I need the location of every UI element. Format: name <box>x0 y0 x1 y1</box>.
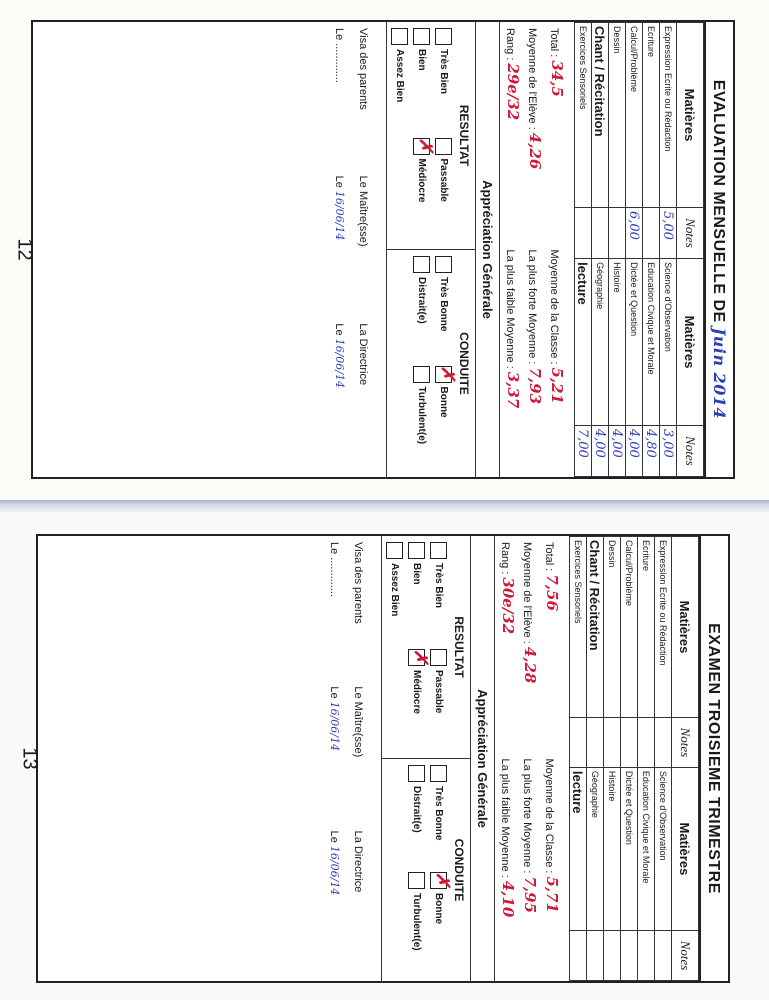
subject-cell: lecture <box>570 767 587 930</box>
table-row <box>643 23 660 477</box>
grade-cell <box>604 931 621 981</box>
option-très-bien[interactable] <box>430 542 447 645</box>
table-row <box>587 537 604 981</box>
checkbox[interactable] <box>413 366 430 383</box>
option-label: Passable <box>438 158 449 202</box>
check-mark-icon: ✗ <box>415 137 436 153</box>
grade-cell: 7,00 <box>575 425 592 476</box>
header-notes: Notes <box>672 717 699 767</box>
check-mark-icon: ✗ <box>437 365 458 381</box>
option-médiocre[interactable] <box>408 649 431 752</box>
option-assez-bien[interactable] <box>391 28 408 134</box>
subject-cell: Dessin <box>604 537 621 718</box>
subject-cell: Exercices Sensoriels <box>575 23 592 208</box>
option-très-bien[interactable] <box>435 28 452 134</box>
subject-cell: Ecriture <box>643 23 660 208</box>
option-bien[interactable] <box>413 28 430 134</box>
subject-cell: Expression Ecrite ou Rédaction <box>660 23 677 208</box>
signature-block: Visa des parents Le ............. Le Maître(sse) Le 16/06/14 La Directrice Le 16/06/14 <box>333 28 369 388</box>
table-row <box>626 23 643 477</box>
option-label: Très Bonne <box>438 277 449 332</box>
check-mark-icon: ✗ <box>432 872 453 888</box>
option-turbulent-e-[interactable] <box>413 366 430 472</box>
checkbox[interactable] <box>435 28 452 45</box>
checkbox[interactable] <box>430 649 447 666</box>
checkbox[interactable] <box>435 365 458 383</box>
subject-cell: Histoire <box>604 767 621 930</box>
grade-cell <box>604 717 621 767</box>
subject-cell: Chant / Récitation <box>592 23 609 208</box>
bottom-card <box>36 534 730 983</box>
checkbox[interactable] <box>435 256 452 273</box>
header-notes-2: Notes <box>672 931 699 981</box>
option-label: Assez Bien <box>394 49 405 103</box>
table-row <box>592 23 609 477</box>
option-bonne[interactable] <box>435 365 458 472</box>
table-row <box>621 537 638 981</box>
header-matieres-2: Matières <box>677 259 704 426</box>
appreciation-heading: Appréciation Générale <box>470 536 494 981</box>
checkbox[interactable] <box>435 138 452 155</box>
checkbox[interactable] <box>386 542 403 559</box>
resultat-section: RESULTAT Très Bien Passable Bien ✗ Médiocre Assez Bien <box>382 536 470 758</box>
option-label: Turbulent(e) <box>416 386 427 445</box>
subject-cell: Chant / Récitation <box>587 537 604 718</box>
conduite-section: CONDUITE Très Bonne ✗ Bonne Distrait(e) Turbulent(e) <box>387 249 475 477</box>
option-médiocre[interactable] <box>413 137 436 244</box>
option-label: Bonne <box>433 893 444 925</box>
resultat-section: RESULTAT Très Bien Passable Bien ✗ Médiocre Assez Bien <box>387 22 475 249</box>
grade-cell: 3,00 <box>660 425 677 476</box>
checkbox[interactable] <box>408 542 425 559</box>
checkbox[interactable] <box>408 765 425 782</box>
grade-cell <box>655 717 672 767</box>
card-title: EXAMEN TROISIEME TRIMESTRE <box>699 536 728 981</box>
option-label: Bonne <box>438 386 449 418</box>
table-row <box>638 537 655 981</box>
grades-table <box>574 22 704 477</box>
page-fold <box>0 500 769 512</box>
subject-cell: lecture <box>575 259 592 426</box>
subject-cell: Dessin <box>609 23 626 208</box>
option-bien[interactable] <box>408 542 425 645</box>
subject-cell: Education Civique et Morale <box>643 259 660 426</box>
grade-cell <box>621 717 638 767</box>
grade-cell <box>592 207 609 258</box>
page-number: 13 <box>18 746 41 770</box>
grade-cell <box>570 717 587 767</box>
option-label: Assez Bien <box>389 563 400 617</box>
header-notes: Notes <box>677 207 704 258</box>
subject-cell: Géographie <box>587 767 604 930</box>
subject-cell: Histoire <box>609 259 626 426</box>
subject-cell: Calcul/Problème <box>626 23 643 208</box>
conduite-section: CONDUITE Très Bonne ✗ Bonne Distrait(e) Turbulent(e) <box>382 758 470 981</box>
page-13 <box>0 512 769 1000</box>
option-distrait-e-[interactable] <box>413 256 430 362</box>
grade-cell <box>643 207 660 258</box>
grade-cell <box>570 931 587 981</box>
table-row <box>655 537 672 981</box>
checkbox[interactable] <box>430 872 453 889</box>
grade-cell: 5,00 <box>660 207 677 258</box>
grade-cell <box>587 717 604 767</box>
grade-cell: 4,80 <box>643 425 660 476</box>
option-label: Distrait(e) <box>416 277 427 324</box>
option-label: Très Bonne <box>433 786 444 841</box>
option-passable[interactable] <box>430 649 447 752</box>
option-label: Très Bien <box>438 49 449 95</box>
checkbox[interactable] <box>408 872 425 889</box>
header-matieres: Matières <box>677 23 704 208</box>
table-row <box>570 537 587 981</box>
grade-cell <box>575 207 592 258</box>
option-label: Médiocre <box>411 670 422 714</box>
subject-cell: Science d'Observation <box>655 767 672 930</box>
checkbox[interactable] <box>413 137 436 155</box>
grade-cell <box>621 931 638 981</box>
page-number: 12 <box>13 237 36 261</box>
checkbox[interactable] <box>408 649 431 666</box>
option-label: Médiocre <box>416 158 427 203</box>
grade-cell <box>587 931 604 981</box>
option-turbulent-e-[interactable] <box>408 872 425 975</box>
grade-cell <box>638 717 655 767</box>
table-row <box>575 23 592 477</box>
grade-cell: 4,00 <box>609 425 626 476</box>
subject-cell: Ecriture <box>638 537 655 718</box>
option-assez-bien[interactable] <box>386 542 403 645</box>
checkbox[interactable] <box>391 28 408 45</box>
grades-table <box>569 536 699 981</box>
option-label: Bien <box>416 49 427 71</box>
checkbox[interactable] <box>413 28 430 45</box>
signature-block: Visa des parents Le ............. Le Maître(sse) Le 16/06/14 La Directrice Le 16/06/14 <box>328 542 364 896</box>
subject-cell: Education Civique et Morale <box>638 767 655 930</box>
subject-cell: Géographie <box>592 259 609 426</box>
subject-cell: Exercices Sensoriels <box>570 537 587 718</box>
subject-cell: Science d'Observation <box>660 259 677 426</box>
appreciation-heading: Appréciation Générale <box>475 22 499 477</box>
grade-cell <box>655 931 672 981</box>
subject-cell: Calcul/Problème <box>621 537 638 718</box>
grade-cell: 6,00 <box>626 207 643 258</box>
checkbox[interactable] <box>413 256 430 273</box>
subject-cell: Dictée et Question <box>626 259 643 426</box>
card-title: EVALUATION MENSUELLE DE Juin 2014 <box>704 22 733 477</box>
option-très-bonne[interactable] <box>435 256 452 362</box>
option-label: Turbulent(e) <box>411 893 422 951</box>
header-notes-2: Notes <box>677 425 704 476</box>
option-label: Bien <box>411 563 422 585</box>
option-passable[interactable] <box>435 138 452 244</box>
subject-cell: Expression Ecrite ou Rédaction <box>655 537 672 718</box>
stats-block: Total : 34,5 Moyenne de l'Elève : 4,26 Rang : 29e/32 Moyenne de la Classe : 5,21 La plus forte Moyenne : 7,93 La plus faible Moyenne : 3,37 <box>499 22 574 477</box>
table-row <box>609 23 626 477</box>
table-row <box>604 537 621 981</box>
grade-cell <box>638 931 655 981</box>
check-mark-icon: ✗ <box>410 649 431 665</box>
stats-block: Total : 7,56 Moyenne de l'Elève : 4,28 Rang : 30e/32 Moyenne de la Classe : 5,71 La plus forte Moyenne : 7,95 La plus faible Moyenne : 4,10 <box>494 536 569 981</box>
grade-cell <box>609 207 626 258</box>
option-label: Très Bien <box>433 563 444 609</box>
option-distrait-e-[interactable] <box>408 765 425 868</box>
header-matieres: Matières <box>672 537 699 718</box>
grade-cell: 4,00 <box>626 425 643 476</box>
top-card <box>31 20 735 479</box>
option-label: Distrait(e) <box>411 786 422 833</box>
checkbox[interactable] <box>430 542 447 559</box>
checkbox[interactable] <box>430 765 447 782</box>
option-label: Passable <box>433 670 444 714</box>
subject-cell: Dictée et Question <box>621 767 638 930</box>
header-matieres-2: Matières <box>672 767 699 930</box>
grade-cell: 4,00 <box>592 425 609 476</box>
option-bonne[interactable] <box>430 872 453 975</box>
table-row <box>660 23 677 477</box>
option-très-bonne[interactable] <box>430 765 447 868</box>
